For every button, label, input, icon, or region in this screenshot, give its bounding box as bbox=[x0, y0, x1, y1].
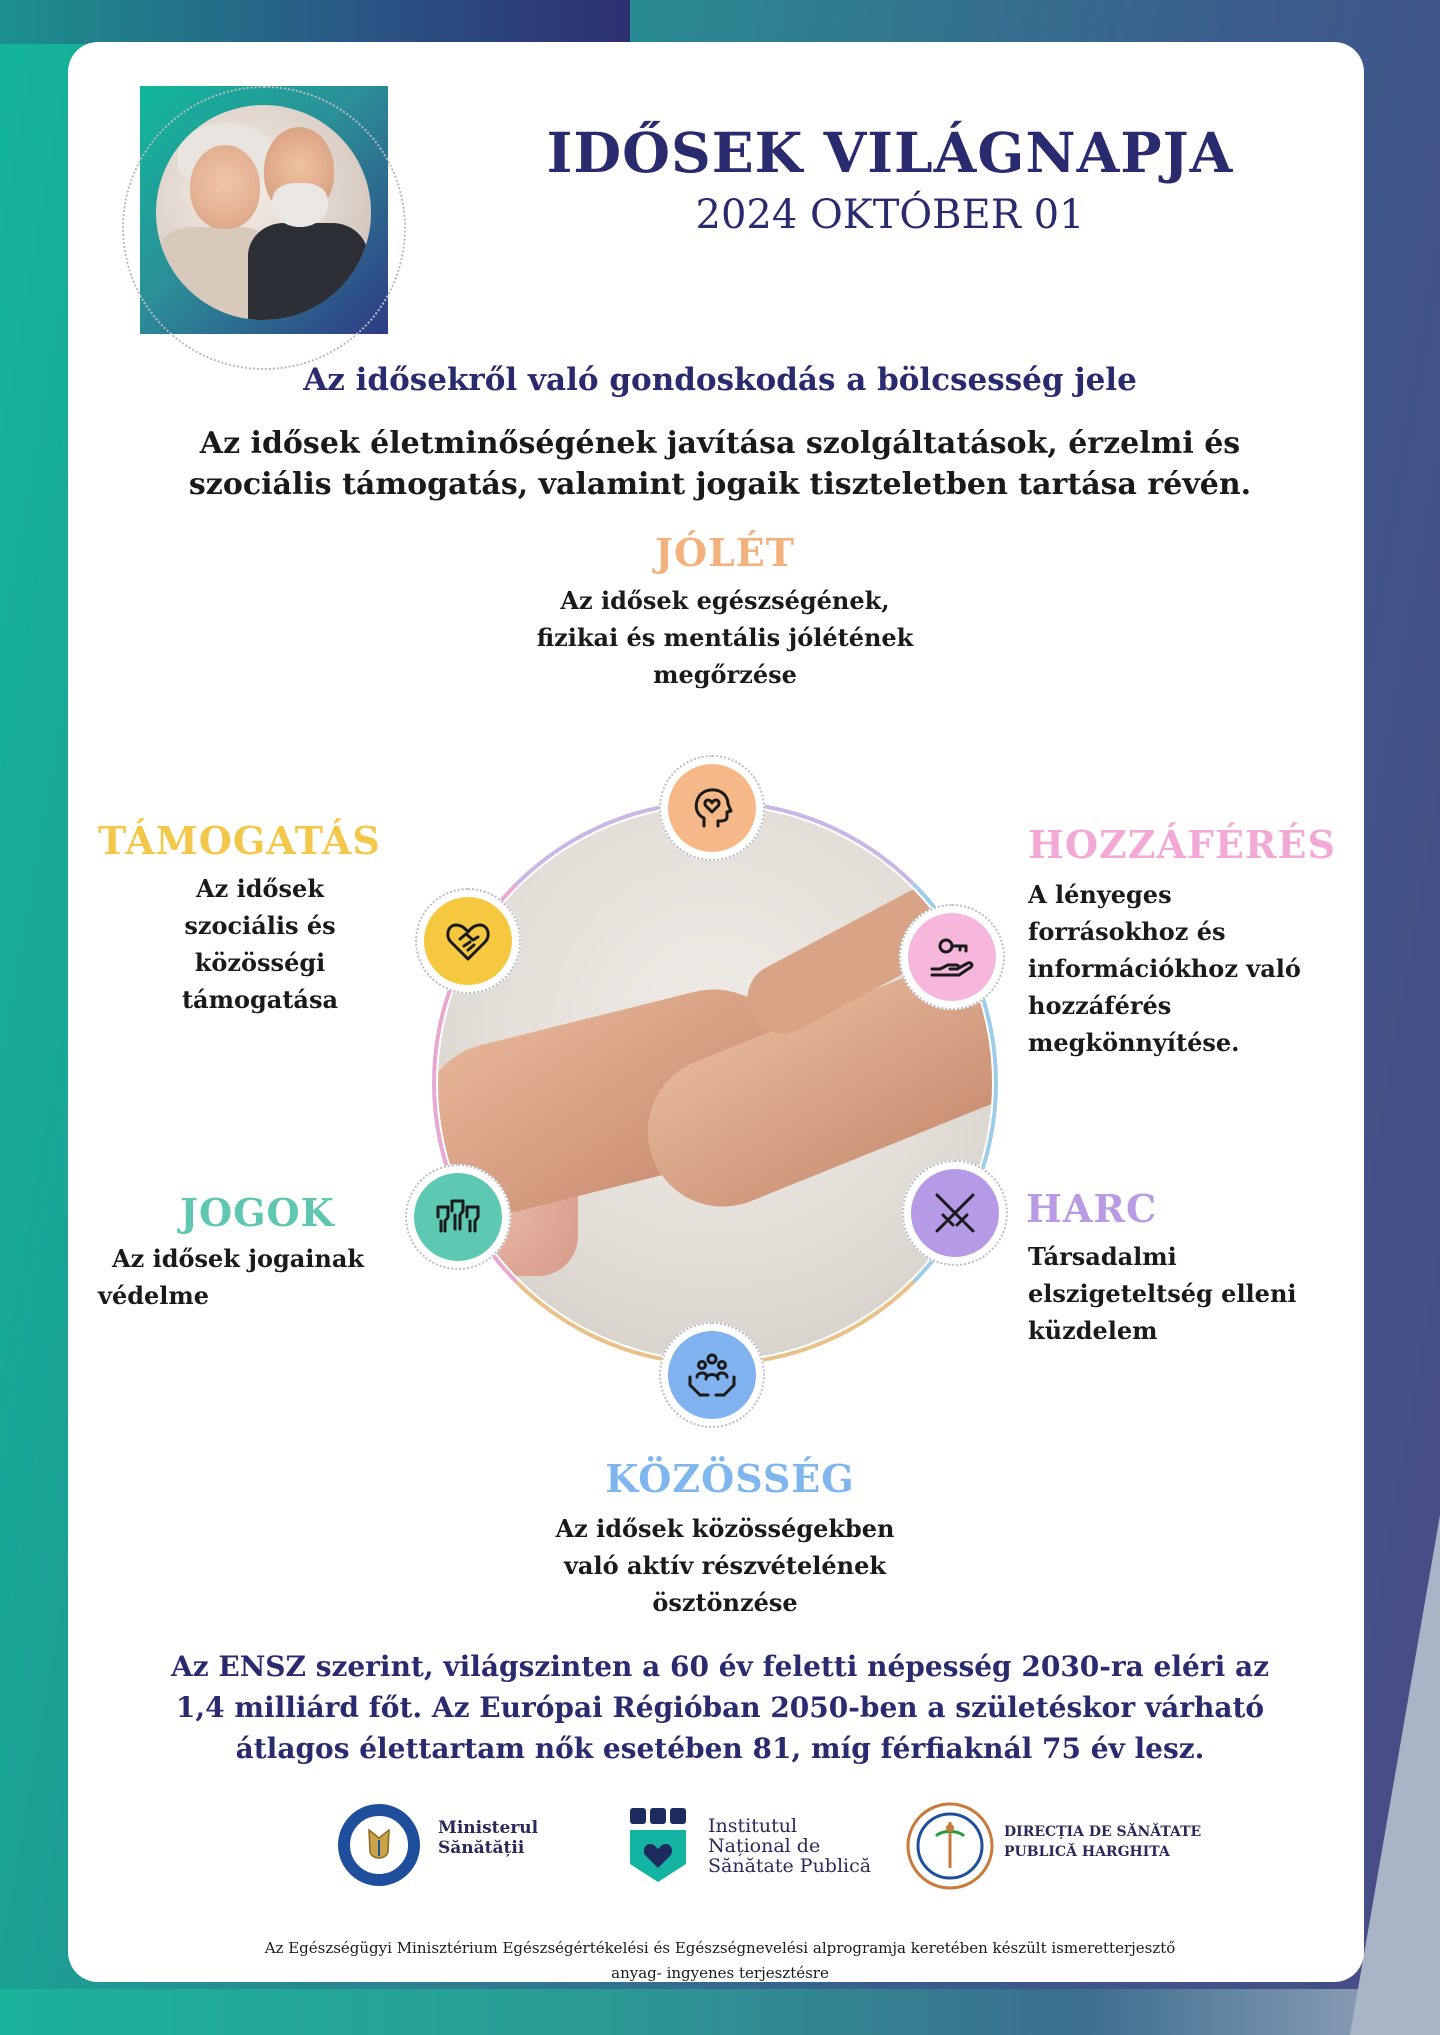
directorate-seal-logo bbox=[906, 1802, 994, 1890]
head-heart-icon bbox=[668, 764, 756, 852]
section-title-jogok: JOGOK bbox=[180, 1190, 335, 1235]
crossed-swords-icon bbox=[911, 1169, 999, 1257]
lead-text: Az idősekről való gondoskodás a bölcsesség jele bbox=[303, 362, 1137, 398]
section-text-jolet: Az idősek egészségének, fizikai és mentális jólétének megőrzése bbox=[536, 586, 914, 689]
community-hands-icon bbox=[668, 1331, 756, 1419]
institute-name: Institutul Național de Sănătate Publică bbox=[708, 1815, 872, 1877]
footer-note: Az Egészségügyi Minisztérium Egészségértékelési és Egészségnevelési alprogramja keretében készült ismeretterjesztő anyag- ingyenes terjesztésre bbox=[264, 1939, 1176, 1982]
section-title-tamogatas: TÁMOGATÁS bbox=[98, 818, 381, 863]
directorate-name: DIRECȚIA DE SĂNĂTATE PUBLICĂ HARGHITA bbox=[1004, 1824, 1202, 1860]
statistics-text: Az ENSZ szerint, világszinten a 60 év feletti népesség 2030-ra eléri az 1,4 milliárd főt. Az Európai Régióban 2050-ben a születéskor várható átlagos élettartam nők esetében 81, míg férfiaknál 75 év lesz. bbox=[170, 1650, 1269, 1765]
section-title-jolet: JÓLÉT bbox=[654, 530, 796, 575]
institute-logo bbox=[628, 1806, 688, 1886]
heart-handshake-icon bbox=[424, 897, 512, 985]
ministry-name: Ministerul Sănătății bbox=[438, 1818, 539, 1858]
elderly-couple-photo bbox=[156, 105, 371, 320]
bottom-stripe bbox=[0, 1989, 1440, 2035]
section-text-jogok: Az idősek jogainak védelme bbox=[98, 1244, 365, 1310]
page-title: IDŐSEK VILÁGNAPJA bbox=[546, 120, 1234, 185]
section-text-kozosseg: Az idősek közösségekben való aktív részvételének ösztönzése bbox=[555, 1514, 895, 1617]
raised-fists-icon bbox=[414, 1173, 502, 1261]
section-text-hozzaferes: A lényeges forrásokhoz és információkhoz való hozzáférés megkönnyítése. bbox=[1028, 880, 1301, 1057]
holding-hands-photo bbox=[438, 806, 992, 1360]
event-date: 2024 OKTÓBER 01 bbox=[695, 192, 1085, 238]
section-text-harc: Társadalmi elszigeteltség elleni küzdelem bbox=[1028, 1242, 1297, 1345]
key-hand-icon bbox=[908, 913, 996, 1001]
section-title-kozosseg: KÖZÖSSÉG bbox=[605, 1456, 855, 1501]
top-stripe bbox=[0, 0, 630, 44]
government-seal-logo bbox=[336, 1802, 422, 1888]
intro-text: Az idősek életminőségének javítása szolgáltatások, érzelmi és szociális támogatás, valamint jogaik tiszteletben tartása révén. bbox=[188, 426, 1252, 502]
section-title-hozzaferes: HOZZÁFÉRÉS bbox=[1028, 822, 1336, 867]
section-text-tamogatas: Az idősek szociális és közösségi támogatása bbox=[181, 874, 339, 1014]
section-title-harc: HARC bbox=[1026, 1186, 1158, 1231]
